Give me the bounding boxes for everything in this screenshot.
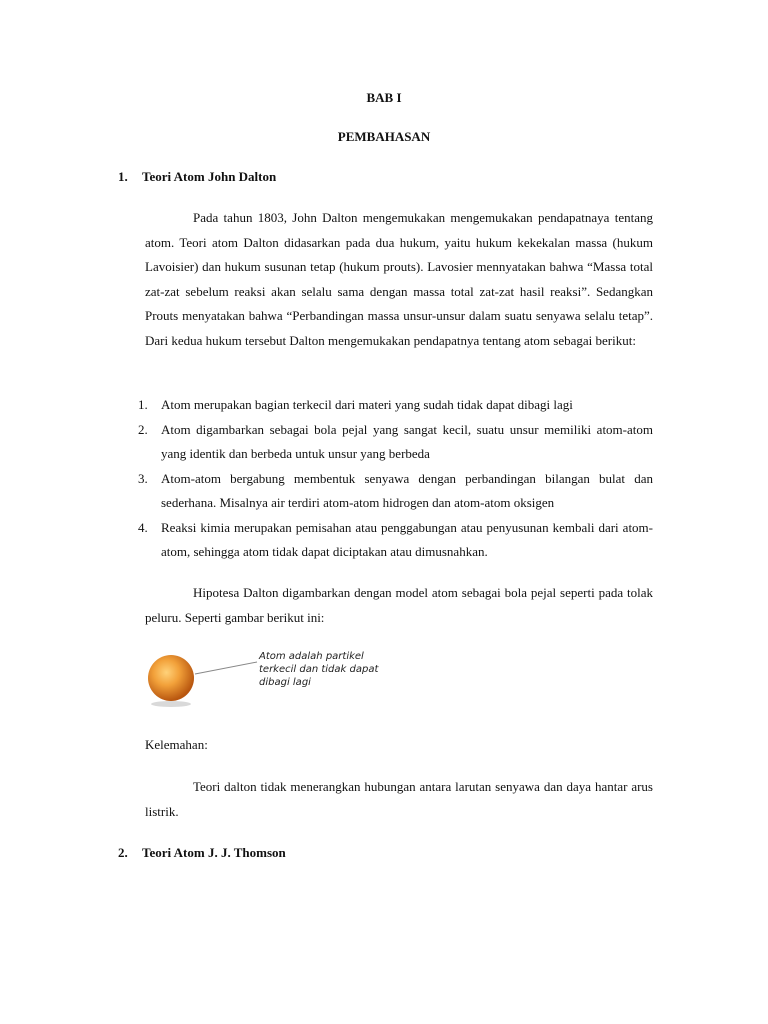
- section-1-paragraph-3: Teori dalton tidak menerangkan hubungan antara larutan senyawa dan daya hantar arus listrik.: [145, 779, 653, 819]
- section-1-paragraph-2: Hipotesa Dalton digambarkan dengan model atom sebagai bola pejal seperti pada tolak peluru. Seperti gambar berikut ini:: [145, 585, 653, 625]
- section-1-heading: [118, 169, 276, 185]
- dalton-postulates-list: [138, 393, 653, 565]
- dalton-atom-figure: [145, 646, 379, 708]
- section-1-paragraph-1: Pada tahun 1803, John Dalton mengemukakan mengemukakan pendapatnaya tentang atom. Teori atom Dalton didasarkan pada dua hukum, yaitu hukum kekekalan massa (hukum Lavoisier) dan hukum susunan tetap (hukum prouts). Lavosier mennyatakan bahwa “Massa total zat-zat sebelum reaksi akan selalu sama dengan massa total zat-zat hasil reaksi”. Sedangkan Prouts menyatakan bahwa “Perbandingan massa unsur-unsur dalam suatu senyawa selalu tetap”. Dari kedua hukum tersebut Dalton mengemukakan pendapatnya tentang atom sebagai berikut:: [145, 210, 653, 348]
- atom-ball: [148, 655, 194, 701]
- list-item: 4. Reaksi kimia merupakan pemisahan atau penggabungan atau penyusunan kembali dari atom-atom, sehingga atom tidak dapat diciptakan atau dimusnahkan.: [138, 519, 653, 559]
- section-2-number: 2.: [118, 845, 128, 860]
- list-item: 1. Atom merupakan bagian terkecil dari materi yang sudah tidak dapat dibagi lagi: [138, 397, 573, 412]
- figure-caption: Atom adalah partikel terkecil dan tidak dapat dibagi lagi: [259, 651, 379, 688]
- section-2-title: Teori Atom J. J. Thomson: [142, 845, 286, 860]
- list-item: 3. Atom-atom bergabung membentuk senyawa dengan perbandingan bilangan bulat dan sederhana. Misalnya air terdiri atom-atom hidrogen dan atom-atom oksigen: [138, 470, 653, 510]
- pointer-line: [195, 662, 257, 674]
- weakness-label: Kelemahan:: [145, 737, 208, 752]
- section-1-title: Teori Atom John Dalton: [142, 169, 277, 184]
- chapter-subtitle: PEMBAHASAN: [337, 129, 431, 144]
- section-1-number: 1.: [118, 169, 128, 184]
- list-item: 2. Atom digambarkan sebagai bola pejal yang sangat kecil, suatu unsur memiliki atom-atom yang identik dan berbeda untuk unsur yang berbeda: [138, 421, 653, 461]
- chapter-title: BAB I: [366, 90, 402, 105]
- section-2-heading: [118, 845, 286, 861]
